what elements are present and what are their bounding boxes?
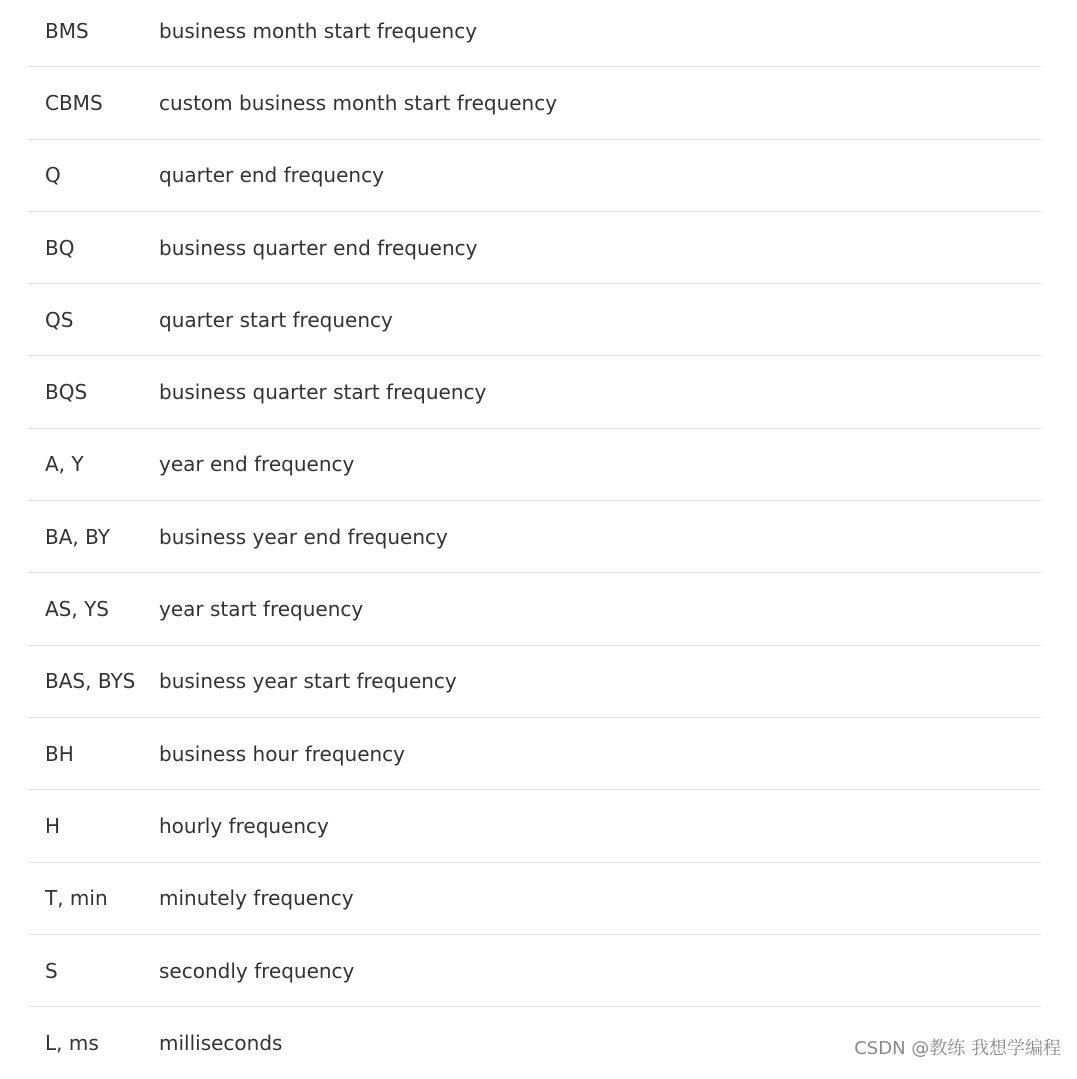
- table-row: [28, 212, 1041, 284]
- description-cell: business month start frequency: [159, 18, 478, 43]
- alias-cell: AS, YS: [45, 597, 110, 622]
- table-row: [28, 935, 1041, 1007]
- description-cell: hourly frequency: [159, 813, 329, 838]
- table-row: [28, 140, 1041, 212]
- frequency-alias-table: [28, 0, 1041, 1079]
- table-row: [28, 429, 1041, 501]
- table-row: [28, 284, 1041, 356]
- description-cell: custom business month start frequency: [159, 90, 558, 115]
- description-cell: business hour frequency: [159, 741, 406, 766]
- description-cell: business quarter end frequency: [159, 235, 478, 260]
- description-cell: business quarter start frequency: [159, 380, 487, 405]
- alias-cell: L, ms: [45, 1031, 99, 1056]
- table-row: [28, 501, 1041, 573]
- alias-cell: CBMS: [45, 90, 103, 115]
- table-row: [28, 356, 1041, 428]
- alias-cell: BA, BY: [45, 524, 110, 549]
- alias-cell: QS: [45, 307, 74, 332]
- table-row: [28, 790, 1041, 862]
- table-row: [28, 573, 1041, 645]
- alias-cell: T, min: [45, 886, 108, 911]
- alias-cell: BQ: [45, 235, 75, 260]
- alias-cell: Q: [45, 163, 61, 188]
- table-row: [28, 863, 1041, 935]
- table-row: [28, 0, 1041, 67]
- alias-cell: H: [45, 813, 61, 838]
- description-cell: business year start frequency: [159, 669, 457, 694]
- alias-cell: S: [45, 958, 58, 983]
- watermark: CSDN @教练 我想学编程: [854, 1038, 1061, 1059]
- description-cell: minutely frequency: [159, 886, 354, 911]
- description-cell: year end frequency: [159, 452, 355, 477]
- alias-cell: BMS: [45, 18, 89, 43]
- alias-cell: BAS, BYS: [45, 669, 136, 694]
- description-cell: quarter start frequency: [159, 307, 393, 332]
- description-cell: year start frequency: [159, 597, 364, 622]
- table-row: [28, 67, 1041, 139]
- alias-cell: A, Y: [45, 452, 84, 477]
- alias-cell: BH: [45, 741, 74, 766]
- alias-cell: BQS: [45, 380, 88, 405]
- description-cell: business year end frequency: [159, 524, 448, 549]
- description-cell: secondly frequency: [159, 958, 355, 983]
- description-cell: milliseconds: [159, 1031, 283, 1056]
- table-row: [28, 646, 1041, 718]
- table-row: [28, 718, 1041, 790]
- description-cell: quarter end frequency: [159, 163, 384, 188]
